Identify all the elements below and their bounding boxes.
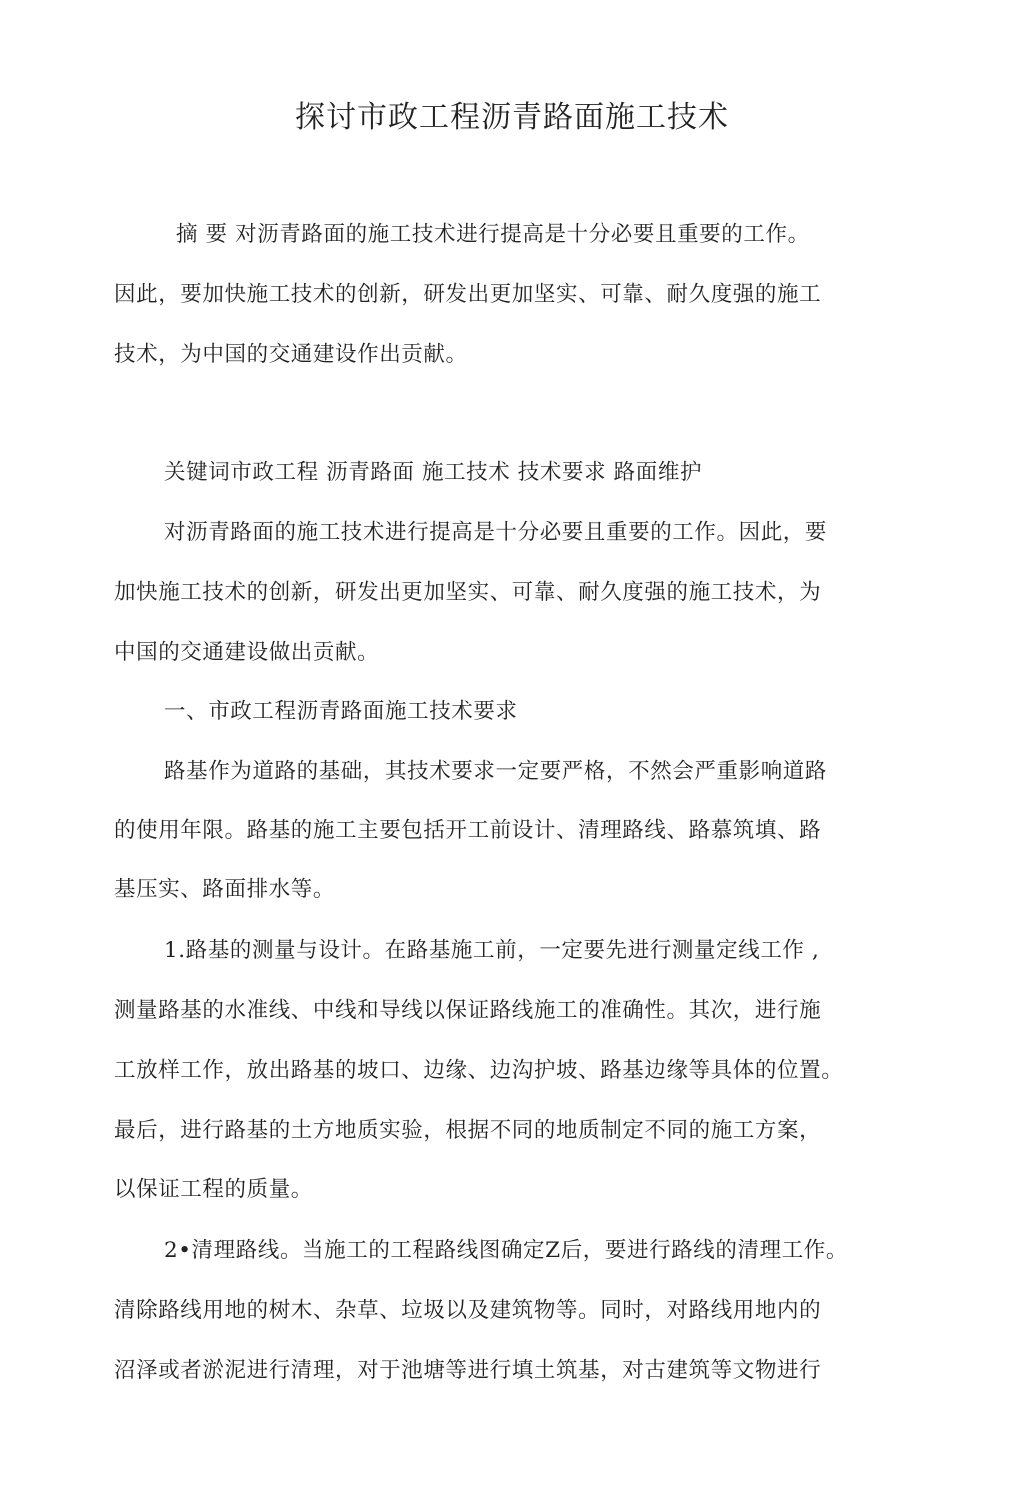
paragraph-line: 对沥青路面的施工技术进行提高是十分必要且重要的工作。因此，要 xyxy=(164,520,828,545)
paragraph-line: 中国的交通建设做出贡献。 xyxy=(114,640,380,665)
paragraph-line: 加快施工技术的创新，研发出更加坚实、可靠、耐久度强的施工技术，为 xyxy=(114,580,822,605)
abstract-line-1: 摘 要 对沥青路面的施工技术进行提高是十分必要且重要的工作。 xyxy=(176,222,810,247)
document-title: 探讨市政工程沥青路面施工技术 xyxy=(295,100,729,135)
paragraph-line: 2•清理路线。当施工的工程路线图确定Z后，要进行路线的清理工作。 xyxy=(164,1238,849,1263)
abstract-line-3: 技术，为中国的交通建设作出贡献。 xyxy=(114,342,468,367)
paragraph-line: 测量路基的水准线、中线和导线以保证路线施工的准确性。其次，进行施 xyxy=(114,998,822,1023)
paragraph-line: 1.路基的测量与设计。在路基施工前，一定要先进行测量定线工作 , xyxy=(164,938,820,963)
abstract-line-2: 因此，要加快施工技术的创新，研发出更加坚实、可靠、耐久度强的施工 xyxy=(114,282,822,307)
paragraph-line: 以保证工程的质量。 xyxy=(114,1177,313,1202)
paragraph-line: 基压实、路面排水等。 xyxy=(114,877,336,902)
paragraph-line: 沼泽或者淤泥进行清理，对于池塘等进行填土筑基，对古建筑等文物进行 xyxy=(114,1358,822,1383)
paragraph-line: 的使用年限。路基的施工主要包括开工前设计、清理路线、路慕筑填、路 xyxy=(114,818,822,843)
paragraph-line: 工放样工作，放出路基的坡口、边缘、边沟护坡、路基边缘等具体的位置。 xyxy=(114,1058,844,1083)
paragraph-line: 路基作为道路的基础，其技术要求一定要严格，不然会严重影响道路 xyxy=(164,759,828,784)
keywords-line: 关键词市政工程 沥青路面 施工技术 技术要求 路面维护 xyxy=(164,460,703,485)
paragraph-line: 清除路线用地的树木、杂草、垃圾以及建筑物等。同时，对路线用地内的 xyxy=(114,1298,822,1323)
paragraph-line: 最后，进行路基的土方地质实验，根据不同的地质制定不同的施工方案， xyxy=(114,1118,822,1143)
section-heading: 一、市政工程沥青路面施工技术要求 xyxy=(164,699,518,724)
